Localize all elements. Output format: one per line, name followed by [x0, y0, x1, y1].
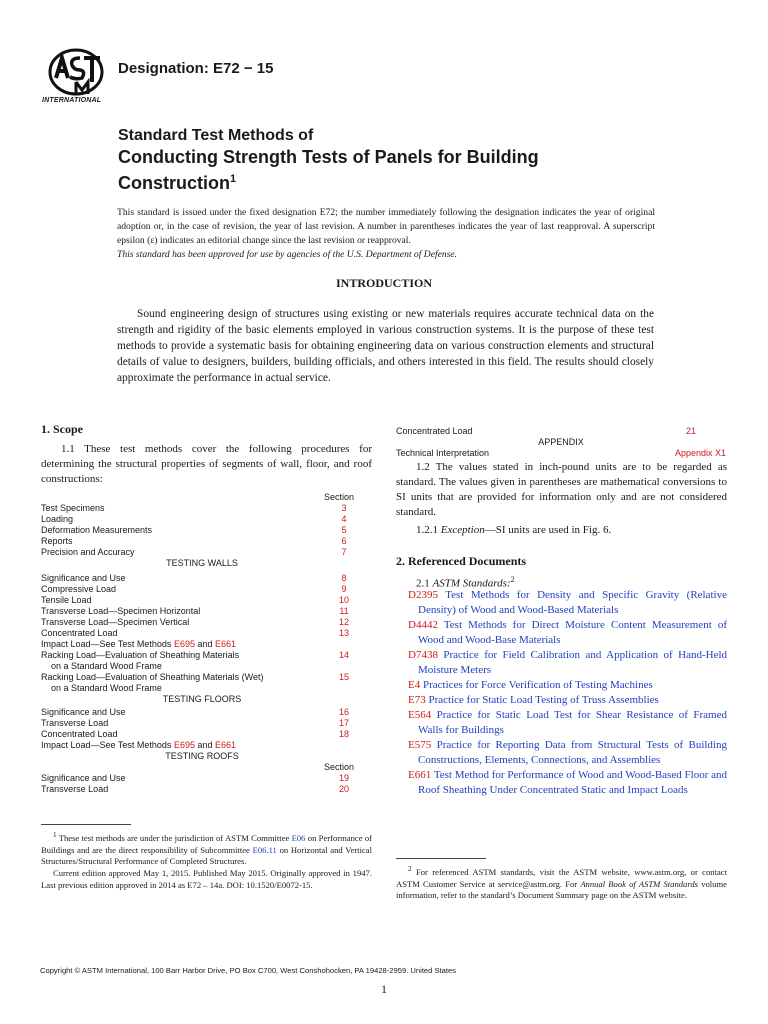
footnote-1-text-c: on Horizontal and Vertical Structures/Structural Performance of Completed Structures. — [41, 844, 372, 867]
toc-floors-heading: TESTING FLOORS — [162, 694, 242, 704]
reference-title-link[interactable]: Practices for Force Verification of Testing Machines — [422, 679, 653, 691]
scope-1-1: 1.1 These test methods cover the following procedures for determining the structural properties of segments of wall, floor, and roof constructions: — [41, 443, 372, 485]
toc-section-link[interactable]: 10 — [338, 595, 349, 605]
toc-row — [41, 547, 363, 558]
scope-heading: 1. Scope — [41, 422, 83, 436]
toc-section-label: Section — [323, 492, 355, 502]
issuance-notice: This standard is issued under the fixed designation E72; the number immediately following the designation indicates the year of original adoption or, in the case of revision, the year of last revision. A number in parentheses indicates the year of last reapproval. A superscript epsilon (ε) indicates an editorial change since the last revision or reapproval. — [117, 207, 655, 246]
footnote-2 — [396, 864, 727, 902]
toc-section-link[interactable]: 14 — [338, 650, 349, 660]
reference-code-link[interactable]: E575 — [408, 739, 432, 751]
toc-label: Precision and Accuracy — [41, 547, 135, 557]
toc-row — [41, 503, 363, 514]
introduction-text: Sound engineering design of structures using existing or new materials requires accurate technical data on the strength and rigidity of the basic elements employed in various construction systems. It is the purpose of these test methods to provide a systematic basis for obtaining engineering data on various construction elements and structural details of value to designers, builders, building officials, and others interested in this field. The results should closely approximate the performance in actual service. — [117, 308, 654, 384]
toc-section-link[interactable]: 7 — [341, 547, 347, 557]
footnote-2-text-b: volume information, refer to the standard’s Document Summary page on the ASTM website. — [396, 878, 727, 901]
toc-section-link[interactable]: 4 — [341, 514, 347, 524]
toc-row — [41, 718, 363, 729]
toc-label: Impact Load—See Test Methods — [41, 740, 172, 750]
designation: Designation: E72 − 15 — [118, 60, 274, 77]
toc-label: Transverse Load—Specimen Horizontal — [41, 606, 201, 616]
toc-label: Significance and Use — [41, 573, 126, 583]
toc-row — [41, 650, 363, 661]
page-number: 1 — [381, 982, 387, 996]
footnote-rule — [396, 858, 486, 859]
toc-label: Concentrated Load — [41, 729, 118, 739]
footnote-2-book-title: Annual Book of ASTM Standards — [580, 878, 699, 889]
para-number: 1.2.1 — [416, 524, 438, 536]
toc-row — [41, 525, 363, 536]
toc-section-link[interactable]: 17 — [338, 718, 349, 728]
toc-section-link[interactable]: 16 — [338, 707, 349, 717]
toc-label: Tensile Load — [41, 595, 92, 605]
toc-label: Reports — [41, 536, 73, 546]
toc-label: Technical Interpretation — [396, 448, 490, 458]
toc-impact-row — [41, 639, 363, 650]
toc-label: Racking Load—Evaluation of Sheathing Materials — [41, 650, 240, 660]
document-title — [118, 126, 539, 194]
footnote-mark: 2 — [408, 865, 412, 873]
toc-row — [41, 628, 363, 639]
footnote-2-text-a: For referenced ASTM standards, visit the ASTM website, www.astm.org, or contact ASTM Customer Service at service@astm.org. For — [396, 866, 727, 889]
toc-label: Racking Load—Evaluation of Sheathing Materials (Wet) — [41, 672, 264, 682]
reference-code-link[interactable]: E4 — [408, 679, 421, 691]
toc-section-link[interactable]: 15 — [338, 672, 349, 682]
reference-item — [398, 693, 727, 708]
toc-row — [41, 573, 363, 584]
ref-link-e695[interactable]: E695 — [173, 740, 195, 750]
appendix-link[interactable]: Appendix X1 — [674, 448, 726, 458]
scope-toc — [41, 492, 363, 795]
footnote-1 — [41, 830, 372, 892]
ref-link-e661[interactable]: E661 — [215, 740, 237, 750]
reference-title-link[interactable]: Practice for Reporting Data from Structural Tests of Building Constructions, Elements, Connections, and Assemblies — [418, 739, 727, 766]
toc-label: Transverse Load — [41, 784, 109, 794]
reference-title-link[interactable]: Test Methods for Density and Specific Gravity (Relative Density) of Wood and Wood-Based Materials — [418, 589, 727, 616]
toc-appendix-heading: APPENDIX — [538, 437, 584, 447]
dod-approval-note: This standard has been approved for use by agencies of the U.S. Department of Defense. — [117, 249, 458, 260]
astm-standards-label: ASTM Standards: — [432, 577, 511, 590]
footnote-1-text-b: on Performance of Buildings and are the direct responsibility of Subcommittee — [41, 832, 372, 855]
title-line-3 — [118, 168, 539, 194]
toc-section-link[interactable]: 21 — [685, 426, 696, 436]
exception-text: —SI units are used in Fig. 6. — [484, 524, 612, 536]
toc-row — [41, 514, 363, 525]
toc-conjunction: and — [197, 639, 213, 649]
reference-code-link[interactable]: D7438 — [408, 649, 438, 661]
toc-roofs-heading: TESTING ROOFS — [165, 751, 239, 761]
ref-link-e695[interactable]: E695 — [173, 639, 195, 649]
subcommittee-link[interactable]: E06.11 — [252, 844, 277, 855]
toc-row — [41, 595, 363, 606]
introduction-heading: INTRODUCTION — [335, 276, 432, 290]
exception-label: Exception — [440, 524, 485, 536]
scope-toc-continued — [396, 426, 726, 459]
reference-title-link[interactable]: Practice for Static Load Testing of Truss Assemblies — [428, 694, 659, 706]
toc-label: on a Standard Wood Frame — [51, 661, 162, 671]
toc-section-label: Section — [323, 762, 355, 772]
reference-item — [398, 618, 727, 648]
toc-section-link[interactable]: 19 — [338, 773, 349, 783]
toc-row — [41, 536, 363, 547]
reference-code-link[interactable]: E564 — [408, 709, 432, 721]
toc-row — [41, 606, 363, 617]
toc-row — [396, 426, 726, 437]
toc-label: Loading — [41, 514, 74, 524]
toc-label: Significance and Use — [41, 707, 126, 717]
toc-row — [41, 773, 363, 784]
toc-impact-row — [41, 740, 363, 751]
toc-row — [41, 617, 363, 628]
toc-walls-heading: TESTING WALLS — [166, 558, 238, 568]
reference-code-link[interactable]: D4442 — [408, 619, 438, 631]
toc-section-link[interactable]: 9 — [341, 584, 347, 594]
toc-section-link[interactable]: 8 — [341, 573, 347, 583]
toc-row — [41, 584, 363, 595]
toc-label: Significance and Use — [41, 773, 126, 783]
copyright: Copyright © ASTM International, 100 Barr Harbor Drive, PO Box C700, West Conshohocken, PA 19428-2959. United States — [40, 966, 457, 975]
toc-row — [41, 729, 363, 740]
toc-section-link[interactable]: 3 — [341, 503, 347, 513]
footnote-mark: 1 — [53, 831, 57, 839]
toc-label: Transverse Load — [41, 718, 109, 728]
toc-label: on a Standard Wood Frame — [51, 683, 162, 693]
scope-1-2: 1.2 The values stated in inch-pound units are to be regarded as standard. The values given in parentheses are mathematical conversions to SI units that are provided for information only and are not considered standard. — [396, 461, 727, 518]
title-line-1: Standard Test Methods of — [118, 127, 314, 144]
toc-label: Compressive Load — [41, 584, 117, 594]
toc-row — [41, 672, 363, 683]
toc-section-link[interactable]: 5 — [341, 525, 347, 535]
reference-title-link[interactable]: Test Method for Performance of Wood and Wood-Based Floor and Roof Sheathing Under Concentrated Static and Impact Loads — [418, 769, 727, 796]
toc-section-link[interactable]: 6 — [341, 536, 347, 546]
reference-title-link[interactable]: Practice for Field Calibration and Application of Hand-Held Moisture Meters — [418, 649, 728, 676]
logo-subtext: INTERNATIONAL — [42, 97, 102, 104]
toc-row — [41, 707, 363, 718]
toc-label: Transverse Load—Specimen Vertical — [41, 617, 190, 627]
toc-label: Test Specimens — [41, 503, 105, 513]
reference-code-link[interactable]: E661 — [408, 769, 432, 781]
title-line-2: Conducting Strength Tests of Panels for Building — [118, 147, 539, 167]
ref-link-e661[interactable]: E661 — [215, 639, 237, 649]
toc-label: Concentrated Load — [396, 426, 473, 436]
toc-section-link[interactable]: 20 — [338, 784, 349, 794]
footnote-rule — [41, 824, 131, 825]
toc-row-continuation — [41, 661, 363, 672]
reference-item — [398, 738, 727, 768]
reference-code-link[interactable]: D2395 — [408, 589, 438, 601]
reference-item — [398, 768, 727, 798]
toc-section-link[interactable]: 12 — [338, 617, 349, 627]
toc-section-label-row — [41, 762, 363, 773]
reference-code-link[interactable]: E73 — [408, 694, 426, 706]
toc-row — [41, 784, 363, 795]
toc-row-continuation — [41, 683, 363, 694]
title-footnote-mark: 1 — [230, 173, 237, 185]
committee-link[interactable]: E06 — [291, 832, 306, 843]
toc-section-link[interactable]: 11 — [339, 606, 349, 616]
footnote-1-text-a: These test methods are under the jurisdiction of ASTM Committee — [58, 832, 290, 843]
reference-item — [398, 678, 727, 693]
title-line-3-text: Construction — [118, 173, 230, 193]
reference-title-link[interactable]: Test Methods for Direct Moisture Content Measurement of Wood and Wood-Base Materials — [418, 619, 727, 646]
toc-row — [396, 448, 726, 459]
footnote-1-edition: Current edition approved May 1, 2015. Published May 2015. Originally approved in 1947. Last previous edition approved in 2014 as E72 – 14a. DOI: 10.1520/E0072-15. — [41, 868, 372, 891]
reference-list — [398, 588, 727, 798]
toc-section-link[interactable]: 13 — [338, 628, 349, 638]
references-heading: 2. Referenced Documents — [396, 554, 527, 568]
reference-title-link[interactable]: Practice for Static Load Test for Shear Resistance of Framed Walls for Buildings — [418, 709, 727, 736]
toc-section-label-row — [41, 492, 363, 503]
footnote-mark: 2 — [510, 575, 515, 584]
toc-section-link[interactable]: 18 — [338, 729, 349, 739]
reference-item — [398, 648, 727, 678]
toc-label: Impact Load—See Test Methods — [41, 639, 172, 649]
toc-conjunction: and — [197, 740, 213, 750]
scope-1-2-1 — [416, 523, 611, 538]
toc-label: Deformation Measurements — [41, 525, 153, 535]
reference-item — [398, 588, 727, 618]
reference-item — [398, 708, 727, 738]
para-number: 2.1 — [416, 577, 430, 590]
toc-label: Concentrated Load — [41, 628, 118, 638]
